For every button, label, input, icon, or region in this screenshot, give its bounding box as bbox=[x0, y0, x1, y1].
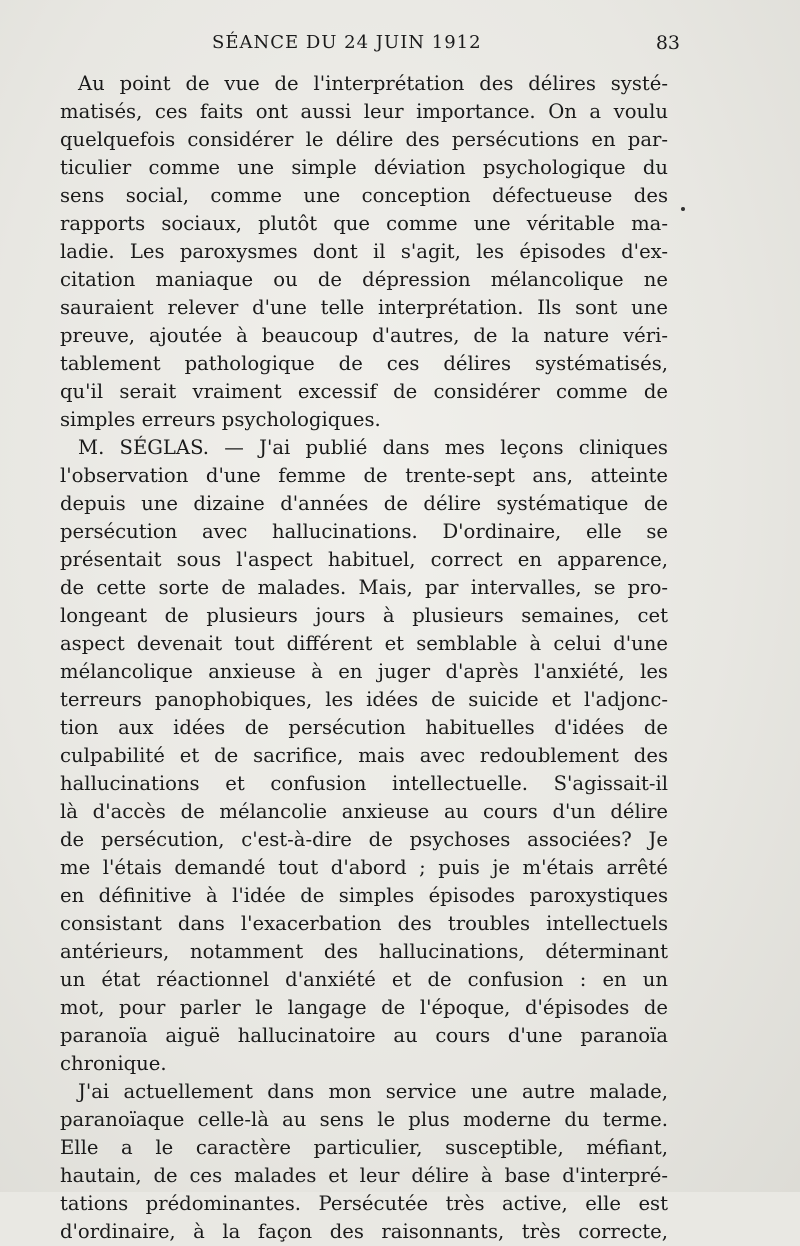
running-title: SÉANCE DU 24 JUIN 1912 bbox=[212, 32, 482, 53]
text-line: terreurs panophobiques, les idées de suicide et l'adjonc- bbox=[60, 688, 668, 711]
text-line: paranoïa aiguë hallucinatoire au cours d'une paranoïa bbox=[60, 1024, 668, 1047]
text-line: l'observation d'une femme de trente-sept ans, atteinte bbox=[60, 464, 668, 487]
paragraph-2 bbox=[60, 434, 668, 1078]
text-line: Au point de vue de l'interprétation des délires systé- bbox=[78, 72, 668, 95]
text-line: ladie. Les paroxysmes dont il s'agit, les épisodes d'ex- bbox=[60, 240, 668, 263]
text-line: un état réactionnel d'anxiété et de confusion : en un bbox=[60, 968, 668, 991]
text-line: hautain, de ces malades et leur délire à base d'interpré- bbox=[60, 1164, 668, 1187]
text-line: mélancolique anxieuse à en juger d'après l'anxiété, les bbox=[60, 660, 668, 683]
text-line: ticulier comme une simple déviation psychologique du bbox=[60, 156, 668, 179]
text-line: chronique. bbox=[60, 1052, 167, 1075]
text-line: matisés, ces faits ont aussi leur importance. On a voulu bbox=[60, 100, 668, 123]
text-line: preuve, ajoutée à beaucoup d'autres, de la nature véri- bbox=[60, 324, 668, 347]
text-line: présentait sous l'aspect habituel, correct en apparence, bbox=[60, 548, 668, 571]
text-line: consistant dans l'exacerbation des troubles intellectuels bbox=[60, 912, 668, 935]
text-line: mot, pour parler le langage de l'époque, d'épisodes de bbox=[60, 996, 668, 1019]
text-line: sens social, comme une conception défectueuse des bbox=[60, 184, 668, 207]
paragraph-3 bbox=[60, 1078, 668, 1246]
text-line: depuis une dizaine d'années de délire systématique de bbox=[60, 492, 668, 515]
margin-dot bbox=[681, 207, 685, 211]
page-header bbox=[62, 30, 680, 56]
text-line: longeant de plusieurs jours à plusieurs semaines, cet bbox=[60, 604, 668, 627]
text-line: simples erreurs psychologiques. bbox=[60, 408, 381, 431]
text-line: J'ai actuellement dans mon service une autre malade, bbox=[78, 1080, 668, 1103]
text-line: tations prédominantes. Persécutée très active, elle est bbox=[60, 1192, 668, 1215]
text-line: paranoïaque celle-là au sens le plus moderne du terme. bbox=[60, 1108, 668, 1131]
text-line: citation maniaque ou de dépression mélancolique ne bbox=[60, 268, 668, 291]
text-line: rapports sociaux, plutôt que comme une véritable ma- bbox=[60, 212, 668, 235]
text-line: Elle a le caractère particulier, susceptible, méfiant, bbox=[60, 1136, 668, 1159]
text-line: aspect devenait tout différent et semblable à celui d'une bbox=[60, 632, 668, 655]
paragraph-1 bbox=[60, 70, 668, 434]
text-line: tablement pathologique de ces délires systématisés, bbox=[60, 352, 668, 375]
text-line: quelquefois considérer le délire des persécutions en par- bbox=[60, 128, 668, 151]
text-line: de cette sorte de malades. Mais, par intervalles, se pro- bbox=[60, 576, 668, 599]
text-line: hallucinations et confusion intellectuelle. S'agissait-il bbox=[60, 772, 668, 795]
text-line: me l'étais demandé tout d'abord ; puis je m'étais arrêté bbox=[60, 856, 668, 879]
text-line: tion aux idées de persécution habituelles d'idées de bbox=[60, 716, 668, 739]
text-line: en définitive à l'idée de simples épisodes paroxystiques bbox=[60, 884, 668, 907]
text-line: M. SÉGLAS. — J'ai publié dans mes leçons cliniques bbox=[78, 436, 668, 459]
text-line: là d'accès de mélancolie anxieuse au cours d'un délire bbox=[60, 800, 668, 823]
text-line: sauraient relever d'une telle interprétation. Ils sont une bbox=[60, 296, 668, 319]
text-line: d'ordinaire, à la façon des raisonnants, très correcte, bbox=[60, 1220, 668, 1243]
text-line: persécution avec hallucinations. D'ordinaire, elle se bbox=[60, 520, 668, 543]
text-line: de persécution, c'est-à-dire de psychoses associées? Je bbox=[60, 828, 668, 851]
body-text bbox=[60, 70, 668, 1246]
text-line: antérieurs, notamment des hallucinations, déterminant bbox=[60, 940, 668, 963]
page-number: 83 bbox=[655, 32, 680, 54]
text-line: qu'il serait vraiment excessif de considérer comme de bbox=[60, 380, 668, 403]
text-line: culpabilité et de sacrifice, mais avec redoublement des bbox=[60, 744, 668, 767]
